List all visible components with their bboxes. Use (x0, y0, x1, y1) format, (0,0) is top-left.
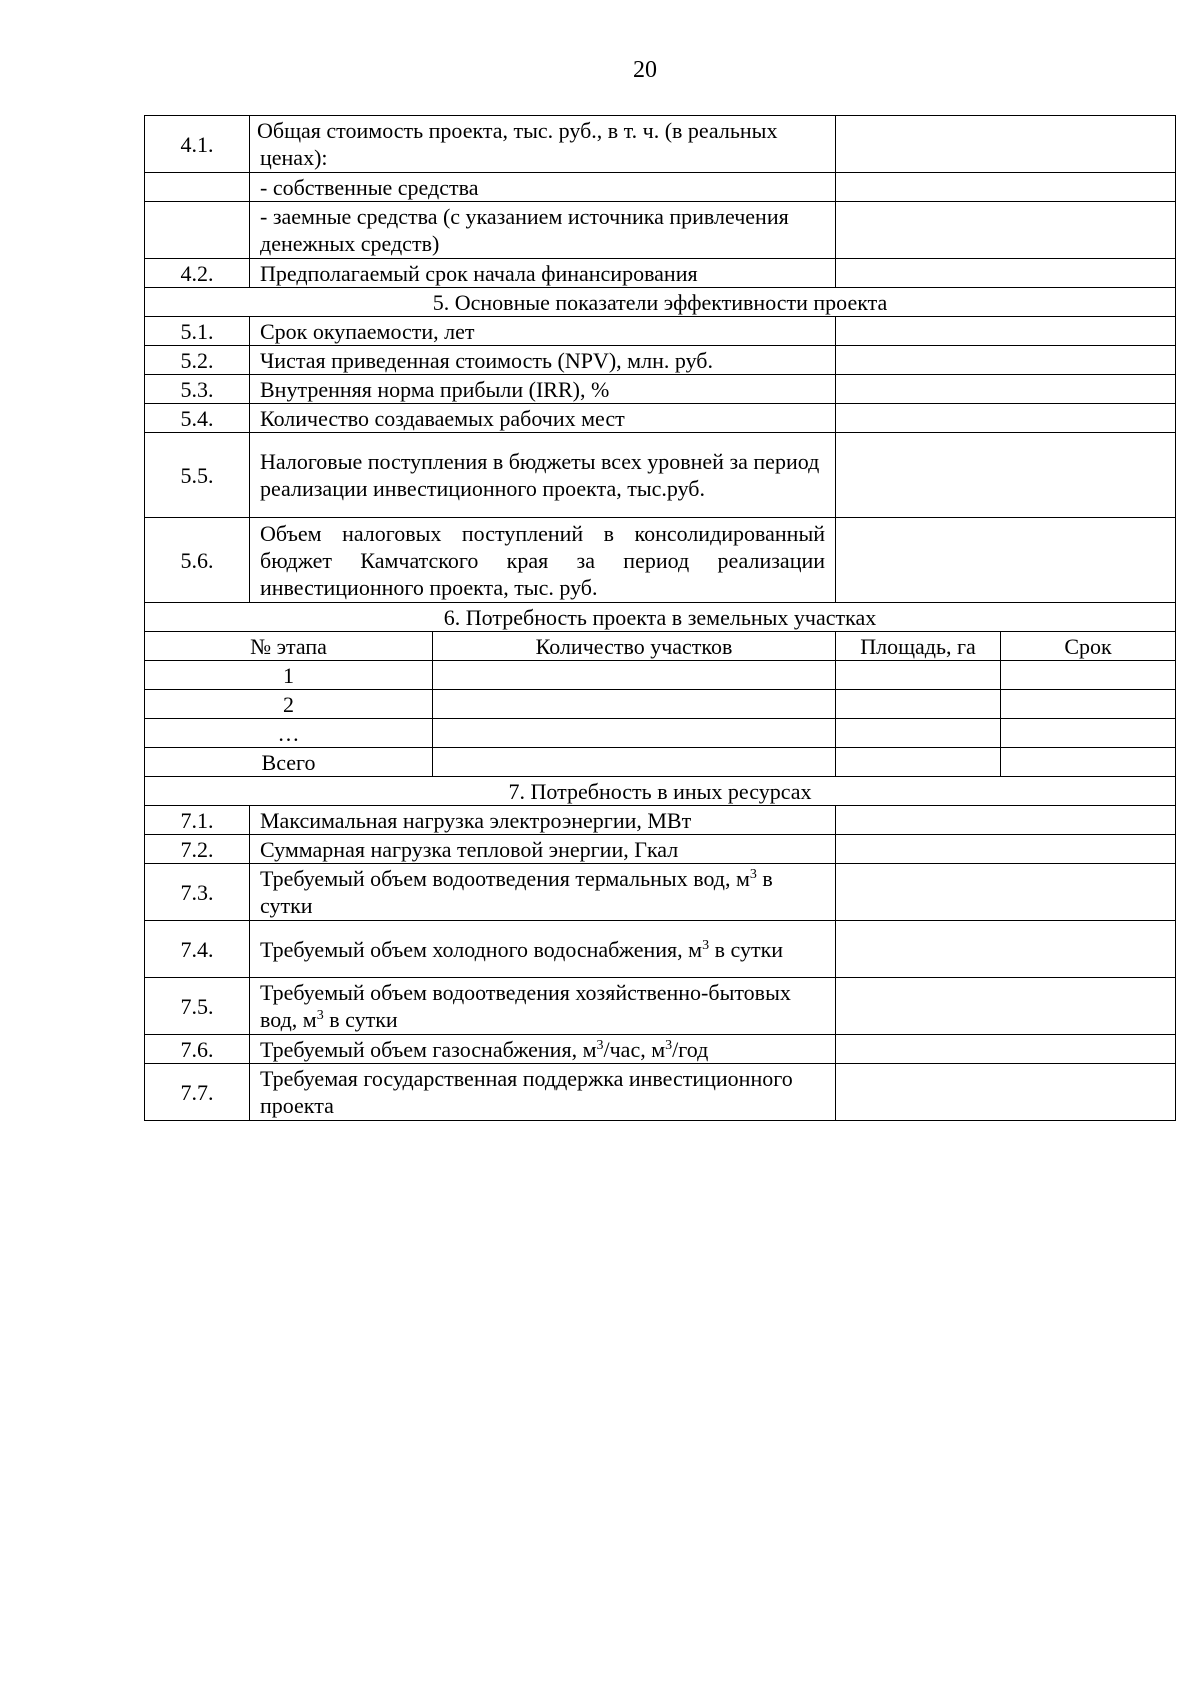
area-cell[interactable] (836, 661, 1001, 690)
value-cell[interactable] (836, 921, 1176, 978)
value-cell[interactable] (836, 202, 1176, 259)
column-header-stage: № этапа (145, 632, 433, 661)
row-number: 7.4. (145, 921, 250, 978)
term-cell[interactable] (1001, 690, 1176, 719)
row-number: 5.4. (145, 404, 250, 433)
column-header-term: Срок (1001, 632, 1176, 661)
row-label: Количество создаваемых рабочих мест (250, 404, 836, 433)
stage-cell: 2 (145, 690, 433, 719)
row-number: 7.1. (145, 806, 250, 835)
area-cell[interactable] (836, 748, 1001, 777)
value-cell[interactable] (836, 806, 1176, 835)
row-label: Максимальная нагрузка электроэнергии, МВт (250, 806, 836, 835)
value-cell[interactable] (836, 1035, 1176, 1064)
table-row (145, 317, 1176, 346)
table-row (145, 433, 1176, 518)
column-header-plots: Количество участков (433, 632, 836, 661)
table-row (145, 259, 1176, 288)
table-row (145, 173, 1176, 202)
row-number: 5.2. (145, 346, 250, 375)
row-label: Объем налоговых поступлений в консолидированный бюджет Камчатского края за период реализации инвестиционного проекта, тыс. руб. (250, 518, 836, 603)
table-row (145, 690, 1176, 719)
value-cell[interactable] (836, 404, 1176, 433)
section-header-row (145, 777, 1176, 806)
table-row (145, 1064, 1176, 1121)
row-label: Общая стоимость проекта, тыс. руб., в т. ч. (в реальных ценах): (250, 116, 836, 173)
label-text: Требуемый объем холодного водоснабжения, м (260, 936, 703, 962)
row-label (250, 921, 836, 978)
label-text: /год (672, 1036, 709, 1062)
value-cell[interactable] (836, 173, 1176, 202)
plots-cell[interactable] (433, 690, 836, 719)
stage-cell: … (145, 719, 433, 748)
table-row (145, 978, 1176, 1035)
section-heading-6: 6. Потребность проекта в земельных участках (145, 603, 1176, 632)
row-label: - заемные средства (с указанием источника привлечения денежных средств) (250, 202, 836, 259)
section-heading-5: 5. Основные показатели эффективности проекта (145, 288, 1176, 317)
table-row (145, 116, 1176, 173)
label-text: Требуемый объем водоотведения хозяйственно-бытовых вод, м (260, 980, 791, 1032)
row-number: 5.3. (145, 375, 250, 404)
row-number: 5.6. (145, 518, 250, 603)
row-number: 7.7. (145, 1064, 250, 1121)
table-row (145, 375, 1176, 404)
row-label: Внутренняя норма прибыли (IRR), % (250, 375, 836, 404)
label-text: /час, м (603, 1036, 666, 1062)
table-row (145, 719, 1176, 748)
row-label: Налоговые поступления в бюджеты всех уровней за период реализации инвестиционного проекта, тыс.руб. (250, 433, 836, 518)
column-header-area: Площадь, га (836, 632, 1001, 661)
superscript: 3 (596, 1037, 604, 1053)
row-label: Требуемая государственная поддержка инвестиционного проекта (250, 1064, 836, 1121)
superscript: 3 (316, 1008, 324, 1023)
section-header-row (145, 603, 1176, 632)
value-cell[interactable] (836, 978, 1176, 1035)
row-number: 7.3. (145, 864, 250, 921)
row-number: 5.1. (145, 317, 250, 346)
plots-cell[interactable] (433, 748, 836, 777)
superscript: 3 (749, 867, 757, 882)
plots-cell[interactable] (433, 719, 836, 748)
table-row (145, 404, 1176, 433)
row-label (250, 978, 836, 1035)
row-number: 4.2. (145, 259, 250, 288)
table-row (145, 748, 1176, 777)
value-cell[interactable] (836, 433, 1176, 518)
table-row (145, 1035, 1176, 1064)
table-row (145, 806, 1176, 835)
row-number: 5.5. (145, 433, 250, 518)
page-number: 20 (633, 57, 657, 83)
row-number: 7.6. (145, 1035, 250, 1064)
investment-project-form-table (144, 115, 1176, 1121)
superscript: 3 (665, 1037, 673, 1053)
area-cell[interactable] (836, 719, 1001, 748)
row-number (145, 202, 250, 259)
term-cell[interactable] (1001, 719, 1176, 748)
table-row (145, 835, 1176, 864)
value-cell[interactable] (836, 116, 1176, 173)
section-heading-7: 7. Потребность в иных ресурсах (145, 777, 1176, 806)
row-label (250, 864, 836, 921)
value-cell[interactable] (836, 375, 1176, 404)
value-cell[interactable] (836, 317, 1176, 346)
label-text: в сутки (323, 1007, 398, 1032)
row-number: 4.1. (145, 116, 250, 173)
stage-cell: 1 (145, 661, 433, 690)
table-row (145, 661, 1176, 690)
stage-total-cell: Всего (145, 748, 433, 777)
value-cell[interactable] (836, 835, 1176, 864)
row-label: Чистая приведенная стоимость (NPV), млн. руб. (250, 346, 836, 375)
superscript: 3 (702, 937, 710, 953)
row-label: Предполагаемый срок начала финансирования (250, 259, 836, 288)
row-number (145, 173, 250, 202)
table-row (145, 864, 1176, 921)
row-label: Срок окупаемости, лет (250, 317, 836, 346)
value-cell[interactable] (836, 346, 1176, 375)
label-text: Требуемый объем газоснабжения, м (260, 1036, 597, 1062)
value-cell[interactable] (836, 259, 1176, 288)
plots-cell[interactable] (433, 661, 836, 690)
value-cell[interactable] (836, 518, 1176, 603)
row-label: - собственные средства (250, 173, 836, 202)
row-number: 7.5. (145, 978, 250, 1035)
value-cell[interactable] (836, 864, 1176, 921)
term-cell[interactable] (1001, 661, 1176, 690)
land-table-header-row (145, 632, 1176, 661)
label-text: Требуемый объем водоотведения термальных вод, м (260, 866, 750, 891)
table-row (145, 518, 1176, 603)
table-row (145, 346, 1176, 375)
section-header-row (145, 288, 1176, 317)
value-cell[interactable] (836, 1064, 1176, 1121)
table-row (145, 202, 1176, 259)
row-number: 7.2. (145, 835, 250, 864)
row-label (250, 1035, 836, 1064)
term-cell[interactable] (1001, 748, 1176, 777)
table-row (145, 921, 1176, 978)
label-text: в сутки (260, 866, 773, 918)
label-text: в сутки (709, 936, 784, 962)
area-cell[interactable] (836, 690, 1001, 719)
row-label: Суммарная нагрузка тепловой энергии, Гкал (250, 835, 836, 864)
